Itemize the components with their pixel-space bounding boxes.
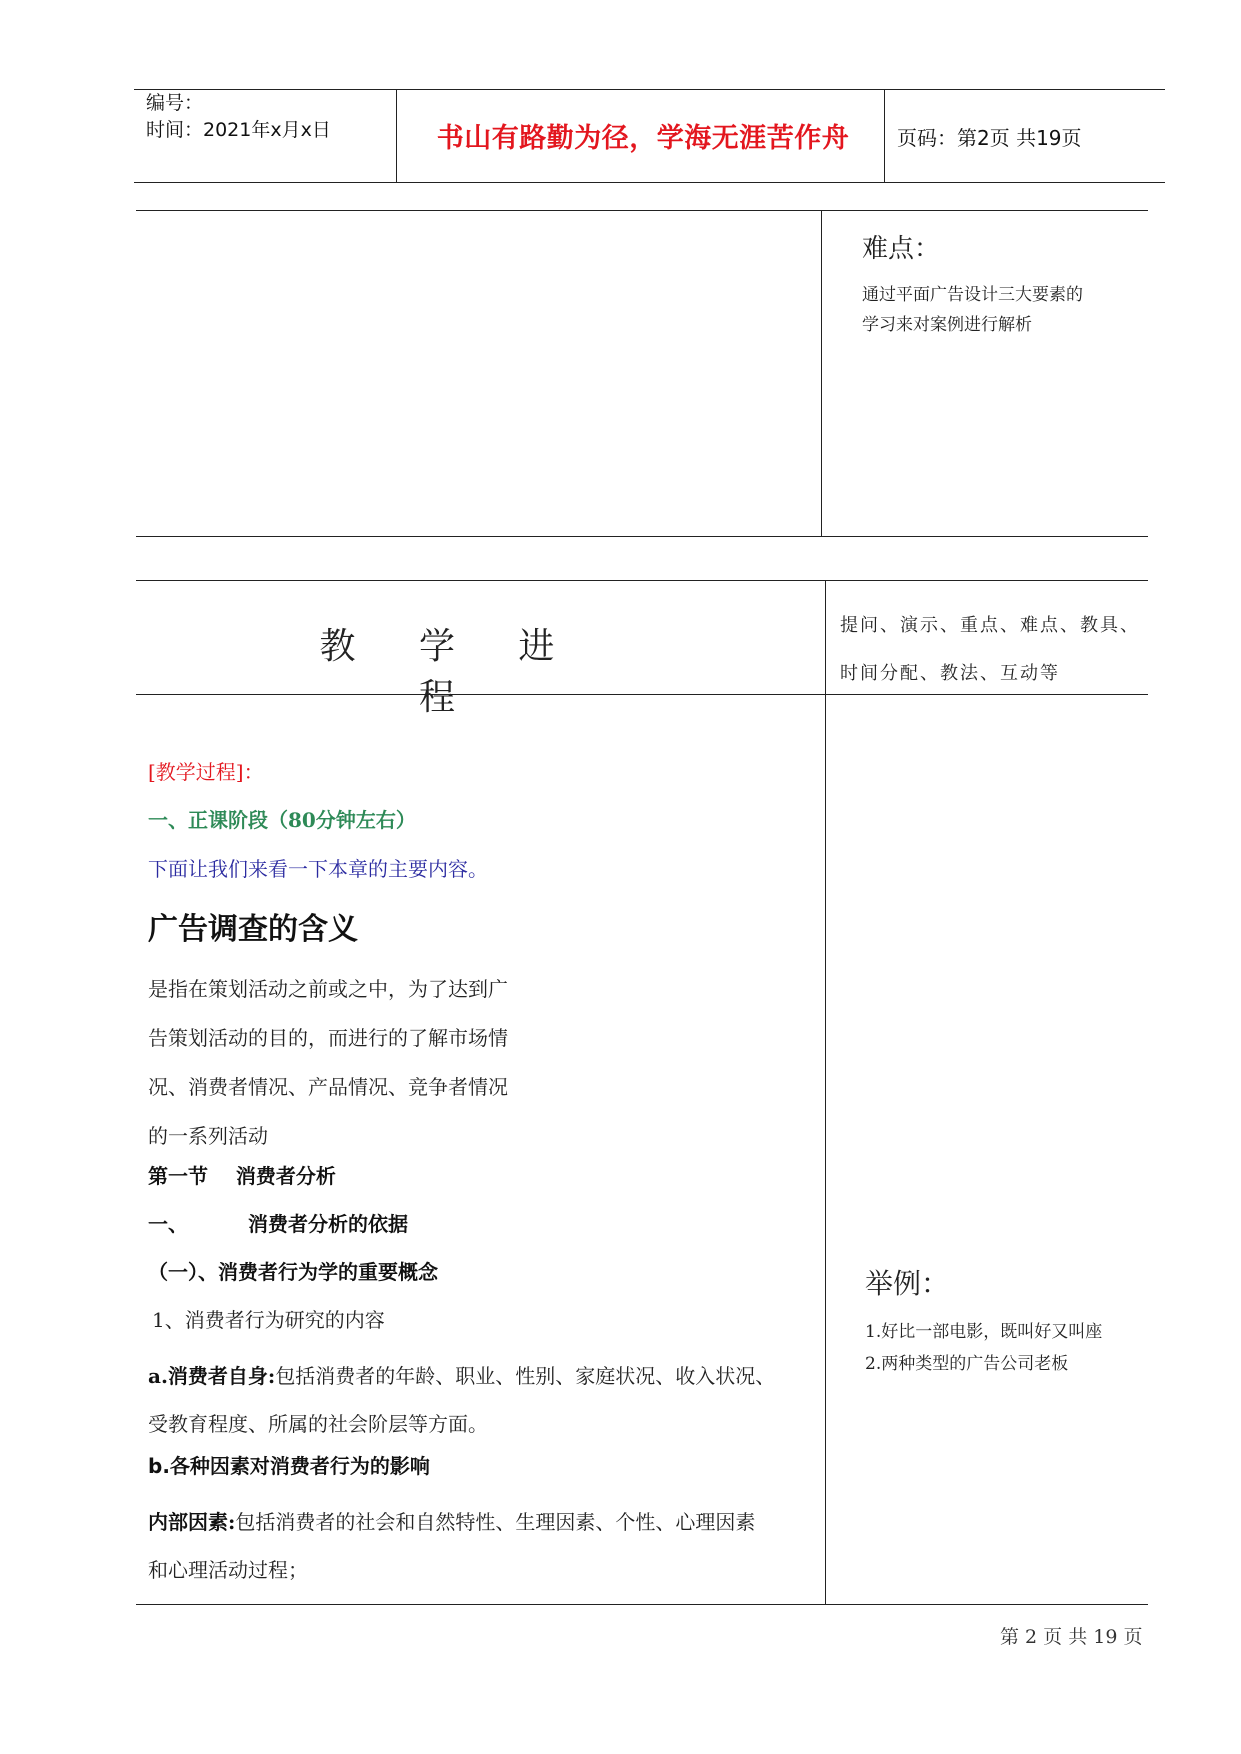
definition-line-1: 是指在策划活动之前或之中，为了达到广	[148, 977, 508, 1001]
consumer-self-paragraph	[148, 1352, 838, 1448]
process-title: 教 学 进 程	[319, 626, 581, 718]
section-heading: 广告调查的含义	[148, 912, 358, 947]
process-top-rule	[136, 580, 1148, 581]
definition-line-4: 的一系列活动	[148, 1124, 268, 1148]
teaching-process-tag: [教学过程]：	[148, 760, 264, 784]
consumer-self-text-2: 受教育程度、所属的社会阶层等方面。	[148, 1412, 488, 1436]
difficulty-title: 难点：	[862, 234, 941, 264]
difficulty-line-1: 通过平面广告设计三大要素的	[862, 285, 1083, 305]
header-motto: 书山有路勤为径，学海无涯苦作舟	[436, 123, 850, 154]
process-note	[840, 602, 1160, 698]
footer-page-number: 第 2 页 共 19 页	[1000, 1626, 1143, 1648]
internal-factors-text-1: 包括消费者的社会和自然特性、生理因素、个性、心理因素	[235, 1510, 756, 1534]
difficulty-top-rule	[136, 210, 1148, 211]
item-research-content: 1、消费者行为研究的内容	[152, 1308, 385, 1332]
process-bottom-rule	[136, 1604, 1148, 1605]
difficulty-bottom-rule	[136, 536, 1148, 537]
examples-title: 举例：	[865, 1267, 950, 1300]
process-note-line-2: 时间分配、教法、互动等	[840, 663, 1060, 684]
consumer-self-text-1: 包括消费者的年龄、职业、性别、家庭状况、收入状况、	[275, 1364, 776, 1388]
chapter-section-title: 第一节 消费者分析	[148, 1164, 336, 1188]
internal-factors-paragraph	[148, 1498, 838, 1594]
examples-list	[865, 1316, 1102, 1380]
example-item-1: 1.好比一部电影，既叫好又叫座	[865, 1322, 1103, 1342]
header-bottom-rule	[134, 182, 1165, 183]
internal-factors-text-2: 和心理活动过程；	[148, 1558, 308, 1582]
difficulty-line-2: 学习来对案例进行解析	[862, 315, 1032, 335]
internal-factors-label: 内部因素:	[148, 1510, 236, 1534]
subsection-concepts: （一）、消费者行为学的重要概念	[148, 1260, 438, 1284]
difficulty-divider	[821, 210, 822, 536]
definition-line-3: 况、消费者情况、产品情况、竞争者情况	[148, 1075, 508, 1099]
header-page-code: 页码：第2页 共19页	[897, 126, 1082, 150]
subsection-one-number: 一、	[148, 1212, 188, 1236]
influence-factors-heading: b.各种因素对消费者行为的影响	[148, 1454, 430, 1478]
header-time-label: 时间：2021年x月x日	[146, 119, 331, 141]
subsection-one	[148, 1208, 828, 1237]
intro-text: 下面让我们来看一下本章的主要内容。	[148, 857, 488, 881]
example-item-2: 2.两种类型的广告公司老板	[865, 1354, 1069, 1374]
header-divider-left	[396, 89, 397, 182]
stage-heading: 一、正课阶段（80分钟左右）	[148, 808, 416, 832]
header-meta	[146, 90, 331, 144]
subsection-one-title: 消费者分析的依据	[248, 1212, 408, 1236]
definition-paragraph	[148, 965, 828, 1161]
process-note-line-1: 提问、演示、重点、难点、教具、	[840, 615, 1140, 636]
header-number-label: 编号：	[146, 92, 204, 114]
definition-line-2: 告策划活动的目的，而进行的了解市场情	[148, 1026, 508, 1050]
consumer-self-label: a.消费者自身:	[148, 1364, 276, 1388]
difficulty-text	[862, 280, 1122, 340]
